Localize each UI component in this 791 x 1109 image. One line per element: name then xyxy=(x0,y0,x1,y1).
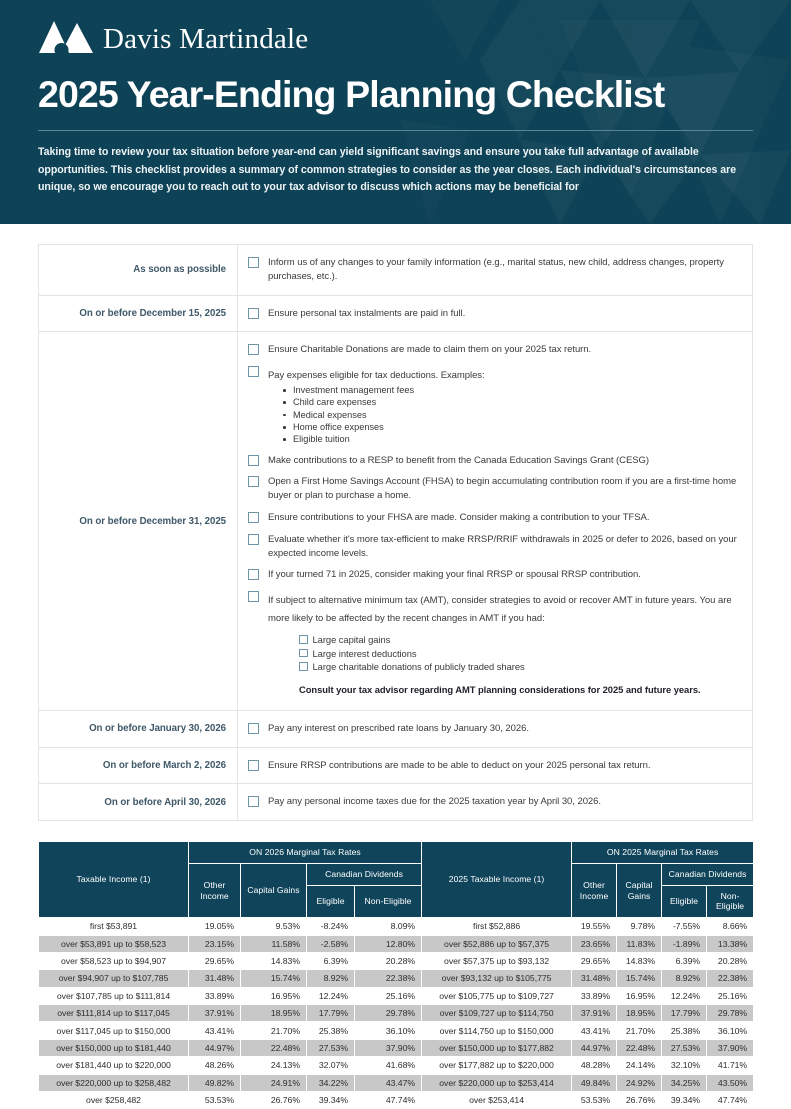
cell-eligible-2025: 25.38% xyxy=(662,1022,707,1039)
cell-capital-2025: 16.95% xyxy=(617,987,662,1004)
bullet-item: Home office expenses xyxy=(282,421,485,433)
checkbox-icon[interactable] xyxy=(248,569,259,580)
cell-other-2026: 43.41% xyxy=(189,1022,241,1039)
cell-eligible-2026: 32.07% xyxy=(307,1057,355,1074)
cell-capital-2025: 11.83% xyxy=(617,935,662,952)
cell-non-eligible-2025: 37.90% xyxy=(707,1039,754,1056)
th-capital-gains-left: Capital Gains xyxy=(241,863,307,917)
checklist-item-text: Pay any interest on prescribed rate loans by January 30, 2026. xyxy=(268,722,529,734)
cell-band-2026: over $53,891 up to $58,523 xyxy=(39,935,189,952)
cell-eligible-2026: 8.92% xyxy=(307,970,355,987)
th-canadian-dividends-right: Canadian Dividends xyxy=(662,863,754,885)
checklist-item-text: If your turned 71 in 2025, consider making your final RRSP or spousal RRSP contribution. xyxy=(268,569,641,581)
checklist-item-text: Pay any personal income taxes due for the 2025 taxation year by April 30, 2026. xyxy=(268,796,601,808)
cell-capital-2026: 24.91% xyxy=(241,1074,307,1091)
th-eligible-left: Eligible xyxy=(307,885,355,917)
cell-capital-2026: 9.53% xyxy=(241,918,307,935)
checklist-row xyxy=(39,711,752,748)
cell-non-eligible-2026: 20.28% xyxy=(355,952,422,969)
intro-paragraph: Taking time to review your tax situation before year-end can yield significant savings and ensure you take full advantage of available opportunities. This checklist provides a summary of common strategies to consider as the year closes. Each individual's circumstances are unique, so we encourage you to reach out to your tax advisor to discuss which actions may be beneficial for xyxy=(38,146,737,193)
checkbox-icon[interactable] xyxy=(248,308,259,319)
checklist-item[interactable] xyxy=(238,303,742,325)
checklist-deadline-label: On or before December 31, 2025 xyxy=(39,332,238,710)
checklist-items xyxy=(238,748,752,784)
table-row xyxy=(39,987,754,1004)
cell-other-2026: 53.53% xyxy=(189,1091,241,1108)
cell-eligible-2026: 6.39% xyxy=(307,952,355,969)
checklist-item[interactable] xyxy=(238,339,742,361)
checklist-item-text: Ensure personal tax instalments are paid in full. xyxy=(268,307,466,319)
cell-other-2026: 44.97% xyxy=(189,1039,241,1056)
cell-capital-2026: 21.70% xyxy=(241,1022,307,1039)
th-non-eligible-left: Non-Eligible xyxy=(355,885,422,917)
checklist-item-text: Ensure contributions to your FHSA are made. Consider making a contribution to your TFSA. xyxy=(268,512,650,523)
cell-band-2025: over $93,132 up to $105,775 xyxy=(422,970,572,987)
th-other-income-left xyxy=(189,863,241,917)
cell-other-2026: 37.91% xyxy=(189,1005,241,1022)
checklist-item[interactable] xyxy=(238,718,742,740)
cell-band-2026: over $220,000 up to $258,482 xyxy=(39,1074,189,1091)
cell-eligible-2026: 27.53% xyxy=(307,1039,355,1056)
bullet-item: Child care expenses xyxy=(282,396,485,408)
checklist-items xyxy=(238,711,752,747)
checkbox-icon[interactable] xyxy=(299,649,308,658)
cell-band-2025: over $220,000 up to $253,414 xyxy=(422,1074,572,1091)
cell-other-2026: 19.05% xyxy=(189,918,241,935)
cell-capital-2025: 14.83% xyxy=(617,952,662,969)
cell-non-eligible-2026: 47.74% xyxy=(355,1091,422,1108)
checkbox-icon[interactable] xyxy=(248,455,259,466)
cell-eligible-2025: -7.55% xyxy=(662,918,707,935)
table-row xyxy=(39,1091,754,1108)
cell-capital-2026: 26.76% xyxy=(241,1091,307,1108)
document-header xyxy=(0,0,791,224)
cell-non-eligible-2025: 47.74% xyxy=(707,1091,754,1108)
th-canadian-dividends-left: Canadian Dividends xyxy=(307,863,422,885)
amt-subcheck-item[interactable] xyxy=(299,633,742,647)
checklist-item-text: If subject to alternative minimum tax (AMT), consider strategies to avoid or recover AMT in future years. You are more likely to be affected by the recent changes in AMT if you had: xyxy=(268,595,732,625)
checklist-item-text: Make contributions to a RESP to benefit from the Canada Education Savings Grant (CESG) xyxy=(268,454,650,466)
cell-eligible-2025: -1.89% xyxy=(662,935,707,952)
cell-eligible-2025: 32.10% xyxy=(662,1057,707,1074)
checkbox-icon[interactable] xyxy=(299,635,308,644)
bullet-item: Investment management fees xyxy=(282,384,485,396)
cell-other-2025: 48.28% xyxy=(572,1057,617,1074)
amt-subcheck-item[interactable] xyxy=(299,647,742,661)
checklist-row xyxy=(39,245,752,296)
cell-non-eligible-2025: 36.10% xyxy=(707,1022,754,1039)
th-left-group: ON 2026 Marginal Tax Rates xyxy=(189,842,422,864)
checkbox-icon[interactable] xyxy=(248,723,259,734)
th-right-group: ON 2025 Marginal Tax Rates xyxy=(572,842,754,864)
cell-non-eligible-2025: 43.50% xyxy=(707,1074,754,1091)
cell-other-2025: 31.48% xyxy=(572,970,617,987)
cell-capital-2026: 24.13% xyxy=(241,1057,307,1074)
checklist-item[interactable] xyxy=(238,529,742,565)
checkbox-icon[interactable] xyxy=(299,662,308,671)
cell-other-2025: 23.65% xyxy=(572,935,617,952)
cell-band-2025: over $105,775 up to $109,727 xyxy=(422,987,572,1004)
checkbox-icon[interactable] xyxy=(248,476,259,487)
cell-band-2025: over $253,414 xyxy=(422,1091,572,1108)
cell-eligible-2025: 17.79% xyxy=(662,1005,707,1022)
cell-capital-2025: 15.74% xyxy=(617,970,662,987)
cell-band-2025: first $52,886 xyxy=(422,918,572,935)
cell-other-2026: 29.65% xyxy=(189,952,241,969)
th-left-income: Taxable Income (1) xyxy=(39,842,189,918)
cell-eligible-2025: 39.34% xyxy=(662,1091,707,1108)
table-row xyxy=(39,1057,754,1074)
amt-subcheck-label: Large charitable donations of publicly traded shares xyxy=(312,661,525,673)
cell-other-2026: 48.26% xyxy=(189,1057,241,1074)
cell-other-2025: 29.65% xyxy=(572,952,617,969)
table-header xyxy=(39,842,754,918)
th-line2: Income xyxy=(579,890,609,901)
cell-eligible-2025: 6.39% xyxy=(662,952,707,969)
table-row xyxy=(39,935,754,952)
cell-other-2025: 49.84% xyxy=(572,1074,617,1091)
cell-other-2025: 43.41% xyxy=(572,1022,617,1039)
cell-non-eligible-2026: 37.90% xyxy=(355,1039,422,1056)
cell-other-2025: 33.89% xyxy=(572,987,617,1004)
cell-capital-2026: 14.83% xyxy=(241,952,307,969)
amt-subcheck-list xyxy=(299,633,742,674)
checklist-row xyxy=(39,748,752,785)
checklist-item[interactable] xyxy=(238,507,742,529)
th-eligible-right: Eligible xyxy=(662,885,707,917)
checklist-item[interactable] xyxy=(238,791,742,813)
cell-non-eligible-2025: 22.38% xyxy=(707,970,754,987)
checklist-item[interactable] xyxy=(238,564,742,586)
cell-non-eligible-2025: 25.16% xyxy=(707,987,754,1004)
cell-non-eligible-2025: 20.28% xyxy=(707,952,754,969)
cell-capital-2025: 24.14% xyxy=(617,1057,662,1074)
checkbox-icon[interactable] xyxy=(248,796,259,807)
th-capital-gains-right xyxy=(617,863,662,917)
cell-band-2026: over $258,482 xyxy=(39,1091,189,1108)
cell-eligible-2026: 25.38% xyxy=(307,1022,355,1039)
cell-band-2025: over $109,727 up to $114,750 xyxy=(422,1005,572,1022)
checkbox-icon[interactable] xyxy=(248,534,259,545)
cell-non-eligible-2026: 25.16% xyxy=(355,987,422,1004)
bullet-item: Eligible tuition xyxy=(282,433,485,445)
title-divider xyxy=(38,130,753,131)
checklist-deadline-label: On or before December 15, 2025 xyxy=(39,296,238,332)
cell-eligible-2026: -8.24% xyxy=(307,918,355,935)
cell-non-eligible-2026: 43.47% xyxy=(355,1074,422,1091)
cell-eligible-2026: 39.34% xyxy=(307,1091,355,1108)
cell-eligible-2026: -2.58% xyxy=(307,935,355,952)
cell-capital-2026: 16.95% xyxy=(241,987,307,1004)
checklist-item[interactable] xyxy=(238,361,742,450)
cell-band-2025: over $52,886 up to $57,375 xyxy=(422,935,572,952)
cell-non-eligible-2026: 29.78% xyxy=(355,1005,422,1022)
checklist-items xyxy=(238,245,752,295)
cell-capital-2026: 18.95% xyxy=(241,1005,307,1022)
cell-band-2025: over $114,750 up to $150,000 xyxy=(422,1022,572,1039)
checklist-item-text: Open a First Home Savings Account (FHSA) to begin accumulating contribution room if you are a first-time home buyer or plan to purchase a home. xyxy=(268,476,737,502)
cell-other-2026: 49.82% xyxy=(189,1074,241,1091)
cell-band-2025: over $177,882 up to $220,000 xyxy=(422,1057,572,1074)
table-row xyxy=(39,970,754,987)
cell-capital-2025: 18.95% xyxy=(617,1005,662,1022)
cell-non-eligible-2025: 41.71% xyxy=(707,1057,754,1074)
th-line2: Gains xyxy=(627,890,651,901)
amt-subcheck-label: Large capital gains xyxy=(312,634,391,646)
cell-other-2025: 19.55% xyxy=(572,918,617,935)
checklist-item-text: Ensure RRSP contributions are made to be able to deduct on your 2025 personal tax return. xyxy=(268,759,651,771)
cell-other-2025: 37.91% xyxy=(572,1005,617,1022)
table-row xyxy=(39,918,754,935)
checkbox-icon[interactable] xyxy=(248,760,259,771)
cell-non-eligible-2026: 41.68% xyxy=(355,1057,422,1074)
th-non-eligible-right: Non-Eligible xyxy=(707,885,754,917)
cell-capital-2025: 24.92% xyxy=(617,1074,662,1091)
cell-other-2025: 44.97% xyxy=(572,1039,617,1056)
table-body xyxy=(39,918,754,1109)
checklist-items xyxy=(238,332,752,710)
cell-band-2026: over $181,440 up to $220,000 xyxy=(39,1057,189,1074)
checklist-items xyxy=(238,784,752,820)
cell-band-2026: over $107,785 up to $111,814 xyxy=(39,987,189,1004)
cell-capital-2026: 11.58% xyxy=(241,935,307,952)
cell-eligible-2025: 27.53% xyxy=(662,1039,707,1056)
checklist-item[interactable] xyxy=(238,252,742,288)
cell-eligible-2025: 34.25% xyxy=(662,1074,707,1091)
example-bullet-list xyxy=(282,384,485,446)
th-line1: Capital xyxy=(625,879,653,890)
cell-band-2026: over $94,907 up to $107,785 xyxy=(39,970,189,987)
cell-non-eligible-2026: 36.10% xyxy=(355,1022,422,1039)
marginal-tax-rates-table xyxy=(38,841,753,1109)
checklist-item-text: Evaluate whether it's more tax-efficient to make RRSP/RRIF withdrawals in 2025 or defer to 2026, based on your expected income levels. xyxy=(268,533,737,559)
cell-band-2026: first $53,891 xyxy=(39,918,189,935)
cell-other-2026: 31.48% xyxy=(189,970,241,987)
th-other-income-right xyxy=(572,863,617,917)
checklist-item-text: Ensure Charitable Donations are made to claim them on your 2025 tax return. xyxy=(268,344,592,356)
checklist-deadline-label: On or before April 30, 2026 xyxy=(39,784,238,820)
mountain-peaks-logo-icon xyxy=(38,20,94,54)
cell-non-eligible-2025: 29.78% xyxy=(707,1005,754,1022)
cell-band-2026: over $117,045 up to $150,000 xyxy=(39,1022,189,1039)
checklist-item-text: Inform us of any changes to your family information (e.g., marital status, new child, address changes, property purchases, etc.). xyxy=(268,257,724,282)
checklist-items xyxy=(238,296,752,332)
checkbox-icon[interactable] xyxy=(248,257,259,268)
checklist-deadline-label: As soon as possible xyxy=(39,245,238,295)
bullet-item: Medical expenses xyxy=(282,409,485,421)
checkbox-icon[interactable] xyxy=(248,512,259,523)
cell-band-2026: over $150,000 up to $181,440 xyxy=(39,1039,189,1056)
cell-other-2026: 23.15% xyxy=(189,935,241,952)
cell-band-2026: over $111,814 up to $117,045 xyxy=(39,1005,189,1022)
cell-eligible-2025: 12.24% xyxy=(662,987,707,1004)
cell-capital-2025: 22.48% xyxy=(617,1039,662,1056)
th-line2: Income xyxy=(200,890,229,901)
amt-subcheck-label: Large interest deductions xyxy=(312,647,417,659)
checklist-deadline-label: On or before March 2, 2026 xyxy=(39,748,238,784)
cell-band-2025: over $150,000 up to $177,882 xyxy=(422,1039,572,1056)
table-row xyxy=(39,1039,754,1056)
cell-eligible-2026: 12.24% xyxy=(307,987,355,1004)
cell-non-eligible-2026: 8.09% xyxy=(355,918,422,935)
cell-capital-2025: 9.78% xyxy=(617,918,662,935)
table-row xyxy=(39,1074,754,1091)
brand-logo xyxy=(38,0,753,56)
th-right-income: 2025 Taxable Income (1) xyxy=(422,842,572,918)
cell-non-eligible-2026: 12.80% xyxy=(355,935,422,952)
amt-advisor-note: Consult your tax advisor regarding AMT planning considerations for 2025 and future years. xyxy=(299,683,701,695)
cell-other-2025: 53.53% xyxy=(572,1091,617,1108)
checkbox-icon[interactable] xyxy=(248,344,259,355)
cell-capital-2025: 21.70% xyxy=(617,1022,662,1039)
checklist-deadline-label: On or before January 30, 2026 xyxy=(39,711,238,747)
cell-capital-2026: 15.74% xyxy=(241,970,307,987)
cell-non-eligible-2026: 22.38% xyxy=(355,970,422,987)
checklist-table xyxy=(38,244,753,821)
cell-eligible-2026: 34.22% xyxy=(307,1074,355,1091)
cell-capital-2025: 26.76% xyxy=(617,1091,662,1108)
th-line1: Other xyxy=(583,879,605,890)
cell-non-eligible-2025: 13.38% xyxy=(707,935,754,952)
checklist-item-text: Pay expenses eligible for tax deductions. Examples: xyxy=(268,370,485,382)
checklist-row xyxy=(39,296,752,333)
cell-eligible-2026: 17.79% xyxy=(307,1005,355,1022)
checklist-item[interactable] xyxy=(238,755,742,777)
checklist-item[interactable] xyxy=(238,471,742,507)
checklist-row xyxy=(39,332,752,711)
checklist-item[interactable] xyxy=(238,586,742,703)
cell-eligible-2025: 8.92% xyxy=(662,970,707,987)
page-title: 2025 Year-Ending Planning Checklist xyxy=(38,73,665,115)
cell-non-eligible-2025: 8.66% xyxy=(707,918,754,935)
checkbox-icon[interactable] xyxy=(248,591,259,602)
cell-other-2026: 33.89% xyxy=(189,987,241,1004)
checklist-row xyxy=(39,784,752,820)
table-row xyxy=(39,952,754,969)
cell-band-2026: over $58,523 up to $94,907 xyxy=(39,952,189,969)
table-row xyxy=(39,1022,754,1039)
table-row xyxy=(39,1005,754,1022)
checklist-item[interactable] xyxy=(238,450,742,472)
th-line1: Other xyxy=(203,879,226,890)
amt-subcheck-item[interactable] xyxy=(299,660,742,674)
brand-name: Davis Martindale xyxy=(103,23,309,55)
cell-capital-2026: 22.48% xyxy=(241,1039,307,1056)
cell-band-2025: over $57,375 up to $93,132 xyxy=(422,952,572,969)
checkbox-icon[interactable] xyxy=(248,366,259,377)
